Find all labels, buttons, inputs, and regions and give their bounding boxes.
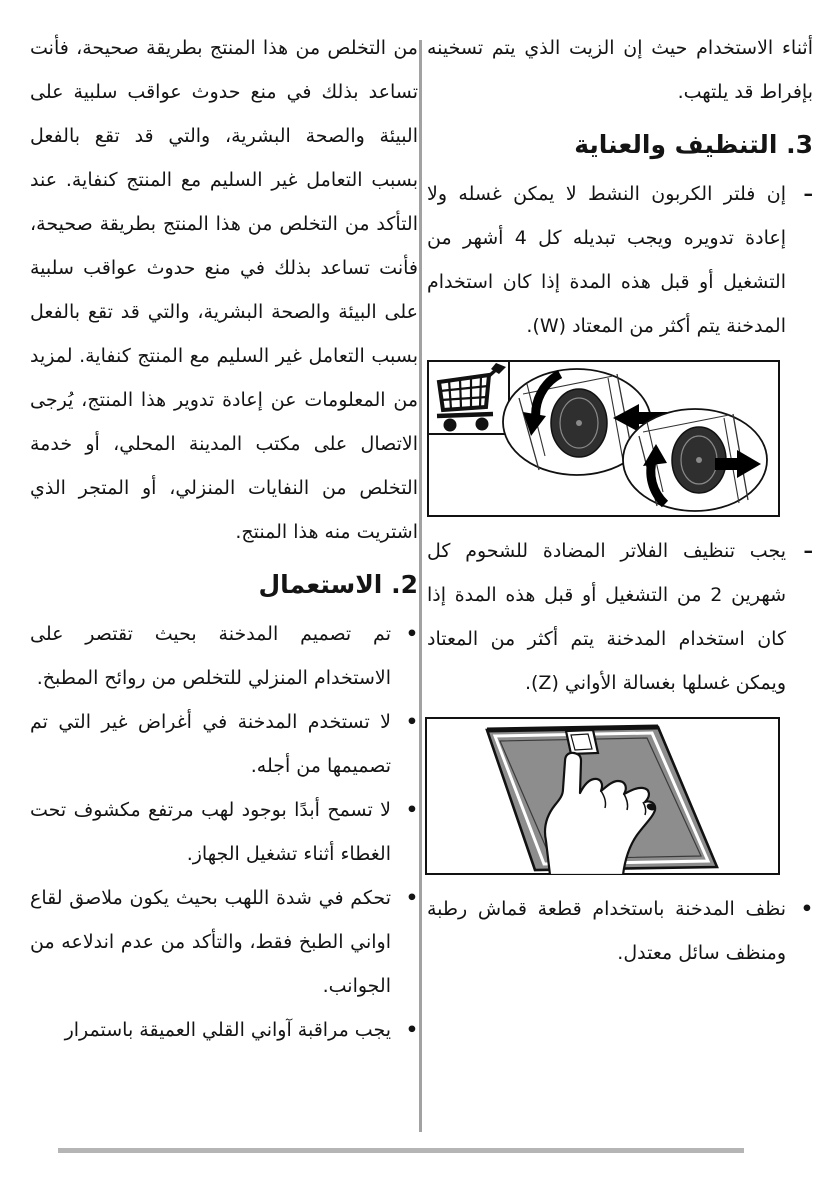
- dot-bullet-icon: •: [405, 711, 418, 733]
- list-item-grease-filters: [427, 529, 813, 705]
- list-item-no-open-flame: [30, 788, 418, 876]
- oil-warning-paragraph: أثناء الاستخدام حيث إن الزيت الذي يتم تسخينه بإفراط قد يلتهب.: [427, 37, 813, 103]
- filter-insert-inset: [623, 409, 767, 511]
- dot-bullet-icon: •: [405, 799, 418, 821]
- list-item-flame-control: [30, 876, 418, 1008]
- footer-rule: [58, 1148, 744, 1153]
- dot-bullet-icon: •: [405, 887, 418, 909]
- list-item-deep-fryers: [30, 1008, 418, 1052]
- list-item-text: تم تصميم المدخنة بحيث تقتصر على الاستخدام المنزلي للتخلص من روائح المطبخ.: [30, 623, 391, 689]
- dot-bullet-icon: •: [405, 1019, 418, 1041]
- dash-bullet-icon: –: [803, 540, 813, 562]
- list-item-text: تحكم في شدة اللهب بحيث يكون ملاصق لقاع اواني الطبخ فقط، والتأكد من عدم اندلاعه من الجوانب.: [30, 887, 391, 997]
- disposal-paragraph: من التخلص من هذا المنتج بطريقة صحيحة، فأنت تساعد بذلك في منع حدوث عواقب سلبية على البيئة والصحة البشرية، والتي قد تقع بالفعل بسبب التعامل غير السليم مع المنتج كنفاية. عند التأكد من التخلص من هذا المنتج بطريقة صحيحة، فأنت تساعد بذلك في منع حدوث عواقب سلبية على البيئة والصحة البشرية، والتي قد تقع بالفعل بسبب التعامل غير السليم مع المنتج كنفاية. لمزيد من المعلومات عن إعادة تدوير هذا المنتج، يُرجى الاتصال على مكتب المدينة المحلي، أو خدمة التخلص من النفايات المنزلي، أو المتجر الذي اشتريت منه هذا المنتج.: [30, 37, 418, 543]
- list-item-carbon-filter: [427, 172, 813, 348]
- dot-bullet-icon: •: [405, 623, 418, 645]
- right-column: [427, 26, 813, 975]
- section-heading-cleaning-care: 3. التنظيف والعناية: [574, 130, 813, 159]
- carbon-filter-replacement-figure: [427, 360, 780, 517]
- list-item-text: لا تستخدم المدخنة في أغراض غير التي تم تصميمها من أجله.: [30, 711, 391, 777]
- column-divider: [419, 40, 422, 1132]
- left-column: [30, 26, 418, 1052]
- section-heading-use: 2. الاستعمال: [258, 570, 418, 599]
- dot-bullet-icon: •: [800, 898, 813, 920]
- shopping-cart-icon: [428, 361, 509, 434]
- list-item-text: إن فلتر الكربون النشط لا يمكن غسله ولا إعادة تدويره ويجب تبديله كل 4 أشهر من التشغيل أو قبل هذه المدة إذا كان استخدام المدخنة يتم أكثر من المعتاد (W).: [427, 183, 786, 337]
- list-item-intended-purpose: [30, 700, 418, 788]
- list-item-clean-hood: [427, 887, 813, 975]
- list-item-domestic-use: [30, 612, 418, 700]
- list-item-text: نظف المدخنة باستخدام قطعة قماش رطبة ومنظف سائل معتدل.: [427, 898, 786, 964]
- grease-filter-removal-figure: [427, 717, 780, 875]
- list-item-text: يجب مراقبة آواني القلي العميقة باستمرار: [64, 1019, 391, 1041]
- list-item-text: يجب تنظيف الفلاتر المضادة للشحوم كل شهرين 2 من التشغيل أو قبل هذه المدة إذا كان استخدام المدخنة يتم أكثر من المعتاد ويمكن غسلها بغسالة الأواني (Z).: [427, 540, 787, 694]
- list-item-text: لا تسمح أبدًا بوجود لهب مرتفع مكشوف تحت الغطاء أثناء تشغيل الجهاز.: [30, 799, 391, 865]
- dash-bullet-icon: –: [803, 183, 813, 205]
